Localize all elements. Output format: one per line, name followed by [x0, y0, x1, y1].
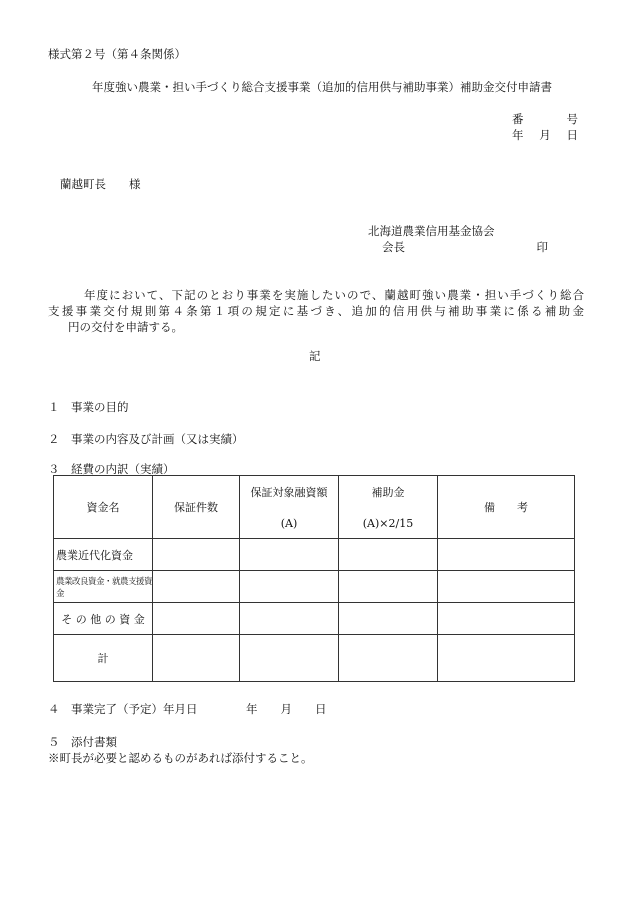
body-line-3: 円の交付を申請する。 — [68, 320, 183, 334]
table-row — [54, 603, 575, 635]
attachment-note: ※町長が必要と認めるものがあれば添付すること。 — [48, 751, 313, 765]
cell — [438, 603, 575, 635]
date-line — [512, 127, 578, 143]
cell — [240, 635, 339, 682]
cell — [153, 539, 240, 571]
table-row — [54, 571, 575, 603]
date-day: 日 — [566, 128, 578, 142]
document-title: 年度強い農業・担い手づくり総合支援事業（追加的信用供与補助事業）補助金交付申請書 — [92, 80, 552, 94]
form-number: 様式第２号（第４条関係） — [48, 47, 186, 61]
table-row — [54, 539, 575, 571]
header-subsidy-sub: (A)×2/15 — [362, 517, 414, 530]
ki-heading: 記 — [309, 349, 321, 363]
cell — [153, 603, 240, 635]
cell — [438, 635, 575, 682]
cell — [240, 539, 339, 571]
cell — [438, 571, 575, 603]
item-completion-date: ４ 事業完了（予定）年月日 — [48, 702, 198, 716]
applicant-organization: 北海道農業信用基金協会 — [368, 224, 495, 238]
body-line-2: 支援事業交付規則第４条第１項の規定に基づき、追加的信用供与補助事業に係る補助金 — [48, 304, 584, 318]
cell — [153, 635, 240, 682]
header-guarantee-count: 保証件数 — [153, 476, 240, 539]
cell — [438, 539, 575, 571]
cell — [339, 603, 438, 635]
row-label: そ の 他 の 資 金 — [54, 603, 153, 635]
number-label: 番 — [512, 112, 524, 126]
item-expense-breakdown: ３ 経費の内訳（実績） — [48, 462, 175, 476]
application-body — [48, 287, 584, 335]
cell — [240, 571, 339, 603]
cell — [153, 571, 240, 603]
cell — [339, 571, 438, 603]
applicant-rep-title: 会長 — [382, 240, 405, 254]
cell — [339, 539, 438, 571]
header-subsidy — [339, 476, 438, 539]
row-label: 農業近代化資金 — [54, 539, 153, 571]
expense-table — [53, 475, 575, 682]
row-label-total: 計 — [54, 635, 153, 682]
table-header-row — [54, 476, 575, 539]
header-subsidy-label: 補助金 — [371, 486, 405, 499]
header-fund-name: 資金名 — [54, 476, 153, 539]
body-line-1: 年度において、下記のとおり事業を実施したいので、蘭越町強い農業・担い手づくり総合 — [84, 288, 584, 302]
date-month: 月 — [539, 128, 551, 142]
number-suffix: 号 — [566, 112, 578, 126]
item-content-plan: ２ 事業の内容及び計画（又は実績） — [48, 432, 244, 446]
header-remarks: 備 考 — [438, 476, 575, 539]
number-line — [512, 111, 578, 127]
seal-mark: 印 — [536, 240, 548, 254]
item-purpose: １ 事業の目的 — [48, 400, 129, 414]
date-year: 年 — [512, 128, 524, 142]
completion-date-fields: 年 月 日 — [246, 702, 327, 716]
addressee: 蘭越町長 様 — [60, 177, 141, 191]
cell — [240, 603, 339, 635]
header-covered-amount-sub: (A) — [280, 517, 298, 530]
item-attachments: ５ 添付書類 — [48, 735, 117, 749]
applicant-representative — [382, 239, 548, 255]
table-total-row — [54, 635, 575, 682]
row-label: 農業改良資金・就農支援資金 — [54, 571, 153, 603]
header-covered-amount — [240, 476, 339, 539]
header-covered-amount-label: 保証対象融資額 — [250, 486, 328, 499]
cell — [339, 635, 438, 682]
